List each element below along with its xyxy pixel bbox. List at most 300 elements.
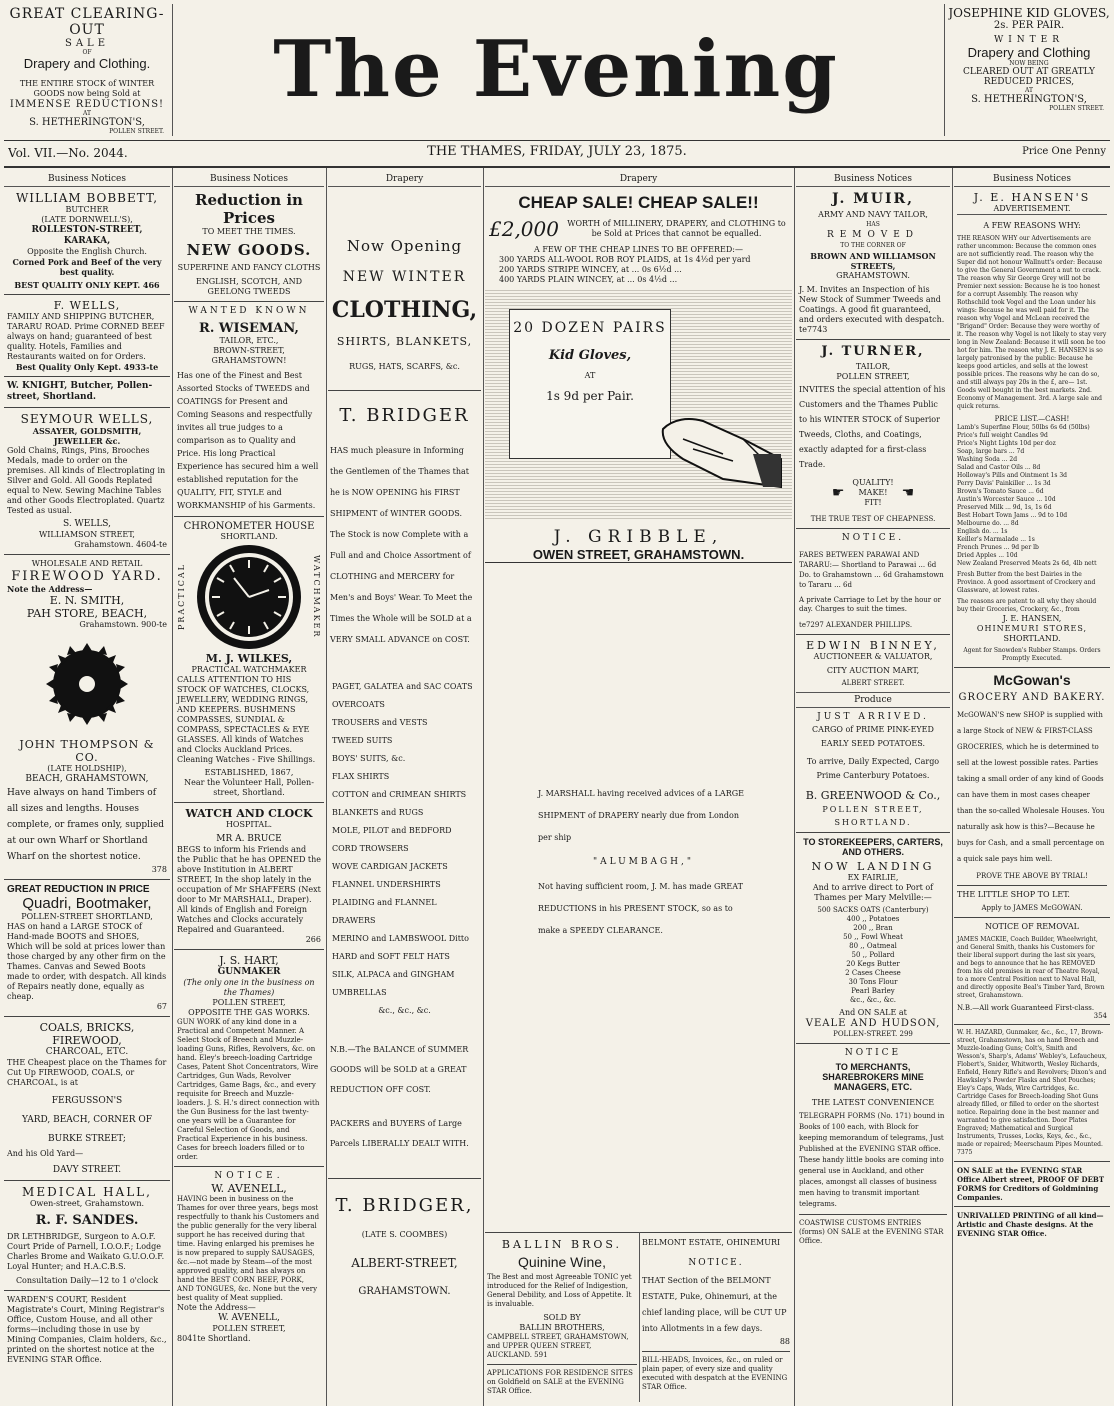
hand-icon <box>653 399 783 489</box>
turner-trade: TAILOR, <box>855 362 891 371</box>
right-ad-line8: S. HETHERINGTON'S, <box>971 94 1087 105</box>
rugs-hats: RUGS, HATS, SCARFS, &c. <box>349 362 460 371</box>
landing-item: 50 ,, Pollard <box>851 951 895 959</box>
bridger-nb: N.B.—The BALANCE of SUMMER GOODS will be SOLD at a GREAT REDUCTION OFF COST. <box>330 1045 469 1094</box>
new-goods: NEW GOODS. <box>186 241 312 259</box>
price-item: Keiller's Marmalade ... 1s <box>957 536 1035 543</box>
left-ad-line6: IMMENSE REDUCTIONS! <box>9 99 165 110</box>
quality-line2: MAKE! <box>858 488 888 497</box>
cheap-line: 400 YARDS PLAIN WINCEY, at ... 0s 4½d ... <box>499 275 678 284</box>
cargo: CARGO of PRIME PINK-EYED EARLY SEED POTATOES. <box>812 725 934 748</box>
section-header: Drapery <box>328 172 481 187</box>
right-ad-line7: AT <box>1024 87 1033 94</box>
gloves-illustration <box>485 289 792 521</box>
left-ad-line9: POLLEN STREET. <box>109 128 164 135</box>
section-header: Business Notices <box>954 172 1110 187</box>
telegraph-body: TELEGRAPH FORMS (No. 171) bound in Books of 100 each, with Block for keeping memorandum of telegrams, Just Published at the EVENING STAR office. These handy little books are coming into general use in Auckland, and other places, amongst all classes of business men having to transmit important telegrams. <box>799 1112 945 1208</box>
mcgowan-sub: GROCERY AND BAKERY. <box>958 692 1106 703</box>
column-6 <box>954 172 1110 1402</box>
landing-ex: EX FAIRLIE, <box>847 873 899 882</box>
bridger-item: OVERCOATS <box>332 700 385 709</box>
hansen-name: J. E. HANSEN'S <box>973 191 1091 204</box>
card-line3: AT <box>584 371 596 380</box>
price-item: Salad and Castor Oils ... 8d <box>957 464 1041 471</box>
wilkes-body: CALLS ATTENTION TO HIS STOCK OF WATCHES, CLOCKS, JEWELLERY, WEDDING RINGS, AND KEEPERS. BUSHMENS COMPASSES, SUNDIAL & COMPASS, SPECTACLES & EYE GLASSES. All kinds of Watches and Clocks Auckland Prices. Cleaning Watches - Five Shillings. <box>177 675 316 764</box>
muir-has: HAS <box>866 221 880 228</box>
right-ad-line2: 2s. PER PAIR. <box>993 20 1065 31</box>
landing-item: 2 Cases Cheese <box>845 969 901 977</box>
ad-fares <box>799 533 947 630</box>
landing-item: 50 ,, Fowl Wheat <box>843 933 903 941</box>
wells-name: F. WELLS, <box>53 299 121 312</box>
bridger-name: T. BRIDGER <box>339 405 470 426</box>
hart-addr: POLLEN STREET, <box>212 998 286 1007</box>
price-item: French Prunes ... 9d per lb <box>957 544 1039 551</box>
avenell-notice: NOTICE. <box>214 1171 284 1181</box>
quadri-name: Quadri, Bootmaker, <box>22 895 152 912</box>
warden-body: WARDEN'S COURT, Resident Magistrate's Court, Mining Registrar's Office, Custom House, and all other forms—including those in use by Mining Companies, Claim holders, &c., printed on the shortest notice at the EVENING STAR Office. <box>7 1295 167 1364</box>
price-item: Lamb's Superfine Flour, 50lbs 6s 6d (50lbs) <box>957 424 1090 431</box>
greenwood-town: SHORTLAND. <box>834 818 912 827</box>
ad-quadri <box>7 884 167 1012</box>
left-ad-line5: THE ENTIRE STOCK of WINTER GOODS now being Sold at <box>19 79 155 98</box>
veale-addr: POLLEN-STREET. 299 <box>833 1030 913 1038</box>
column-1 <box>4 172 170 1402</box>
swells-body: Gold Chains, Rings, Pins, Brooches Medals, made to order on the premises. All kinds of Electroplating in Silver and Gold. All Goods Replated equal to New. Sewing Machine Tables and other Goods Electroplated. Quartz Tested as usual. <box>7 446 166 515</box>
left-ad-line2: SALE <box>64 38 109 49</box>
reasons-head: A FEW REASONS WHY: <box>983 221 1081 230</box>
price-item: Austin's Worcester Sauce ... 10d <box>957 496 1056 503</box>
mackie-body: JAMES MACKIE, Coach Builder, Wheelwright, and General Smith, thanks his Customers for their liberal support during the last six years, and begs to announce that he has REMOVED from his old premises in rear of Theatre Royal, to a more Central Position next to Naval Hall, and directly opposite Beal's Timber Yard, Brown street, Grahamstown. <box>957 936 1105 999</box>
mcgowan-body: McGOWAN'S new SHOP is supplied with a large Stock of NEW & FIRST-CLASS GROCERIES, which he is determined to sell at the lowest possible rates. Parties taking a small order of any kind of Goods can have them in most cases cheaper than the so-called Wholesale Houses. You naturally ask how is this?—Because he buys for Cash, and a small percentage on a quick sale pays him well. <box>957 711 1105 863</box>
mcgowan-title: McGowan's <box>993 672 1071 688</box>
new-goods-line2: ENGLISH, SCOTCH, AND GEELONG TWEEDS <box>195 277 303 296</box>
avenell-sig: W. AVENELL, <box>218 1313 280 1323</box>
quadri-head: GREAT REDUCTION IN PRICE <box>7 884 150 895</box>
medical-title: MEDICAL HALL, <box>22 1185 152 1199</box>
chron-left-label: PRACTICAL <box>177 563 186 631</box>
right-ad-line6: CLEARED OUT AT GREATLY REDUCED PRICES, <box>963 67 1095 87</box>
bobbett-body: Corned Pork and Beef of the very best quality. <box>12 257 162 277</box>
wilkes-trade: PRACTICAL WATCHMAKER <box>191 665 307 674</box>
cheap-sale: CHEAP SALE! CHEAP SALE!! <box>518 193 759 212</box>
medical-hours: Consultation Daily—12 to 1 o'clock <box>15 1276 159 1285</box>
coals-street: BURKE STREET; <box>48 1134 126 1144</box>
wiseman-trade: TAILOR, ETC., <box>219 336 279 345</box>
dateline: THE THAMES, FRIDAY, JULY 23, 1875. <box>427 144 687 159</box>
wilkes-near: Near the Volunteer Hall, Pollen-street, Shortland. <box>184 778 314 797</box>
card-line1: 20 DOZEN PAIRS <box>513 320 667 336</box>
hand-left-icon: ☛ <box>831 485 845 501</box>
price-item: Best Hobart Town Jams ... 9d to 10d <box>957 512 1068 519</box>
just-arrived: JUST ARRIVED. <box>817 712 929 722</box>
avenell-name: W. AVENELL, <box>211 1182 287 1195</box>
reduction-sub: TO MEET THE TIMES. <box>202 227 296 236</box>
landing-item: &c., &c., &c. <box>849 996 897 1004</box>
patent-note: The reasons are patent to all why they should buy their Groceries, Crockery, &c., from <box>957 598 1097 613</box>
ad-marshall <box>488 783 789 942</box>
now-opening: Now Opening <box>346 237 463 255</box>
dateline-bar <box>8 144 1106 162</box>
left-ad-line7: AT <box>82 110 91 117</box>
chron-title: CHRONOMETER HOUSE <box>183 521 315 532</box>
shop-let: THE LITTLE SHOP TO LET. <box>957 890 1070 899</box>
price-item: Price's full weight Candles 9d <box>957 432 1048 439</box>
bridger-item: FLANNEL UNDERSHIRTS <box>332 880 441 889</box>
coals-davy: DAVY STREET. <box>52 1165 122 1175</box>
right-ad-line1: JOSEPHINE KID GLOVES, <box>948 6 1110 20</box>
muir-town: GRAHAMSTOWN. <box>836 271 910 280</box>
section-header: Business Notices <box>796 172 950 187</box>
belmont-num: 88 <box>779 1337 790 1346</box>
bobbett-trade: BUTCHER <box>65 205 109 214</box>
ad-thompson <box>7 738 167 875</box>
greenwood-name: B. GREENWOOD & Co., <box>805 789 941 802</box>
price-item: Holloway's Pills and Ointment 1s 3d <box>957 472 1068 479</box>
storekeepers: TO STOREKEEPERS, CARTERS, AND OTHERS. <box>803 837 943 857</box>
coastwise: COASTWISE CUSTOMS ENTRIES (forms) ON SALE at the EVENING STAR Office. <box>799 1219 944 1245</box>
section-header: Business Notices <box>4 172 170 187</box>
onsale-body: ON SALE at the EVENING STAR Office Albert street, PROOF OF DEBT FORMS for Creditors of Goldmining Companies. <box>957 1166 1105 1202</box>
reduction-title: Reduction in Prices <box>195 191 303 227</box>
ad-greenwood <box>799 712 947 828</box>
medical-name: R. F. SANDES. <box>35 1213 139 1228</box>
quality-line1: QUALITY! <box>852 478 894 487</box>
turner-addr: POLLEN STREET, <box>836 372 910 381</box>
mackie-num: 354 <box>1093 1012 1107 1020</box>
bobbett-addr2: Opposite the English Church. <box>27 247 147 256</box>
ad-belmont <box>642 1238 790 1398</box>
marshall-body: J. MARSHALL having received advices of a LARGE SHIPMENT of DRAPERY nearly due from London per ship <box>538 789 744 842</box>
landing-body: And to arrive direct to Port of Thames per Mary Melville:— <box>812 883 934 902</box>
watch-title: WATCH AND CLOCK <box>185 807 313 820</box>
telegraph-notice: NOTICE <box>844 1048 902 1058</box>
coals-body: THE Cheapest place on the Thames for Cut Up FIREWOOD, COALS, or CHARCOAL, is at <box>7 1058 167 1087</box>
wilkes-name: M. J. WILKES, <box>205 652 293 665</box>
coals-title: COALS, BRICKS, FIREWOOD, <box>39 1021 135 1047</box>
firewood-head: WHOLESALE AND RETAIL <box>31 559 143 568</box>
column-2 <box>174 172 324 1402</box>
bridger-items <box>328 678 481 1020</box>
muir-corner: BROWN AND WILLIAMSON STREETS, <box>810 251 936 271</box>
coals-name: FERGUSSON'S <box>51 1096 123 1106</box>
gloves-card <box>509 309 671 459</box>
cheap-line: 300 YARDS ALL-WOOL ROB ROY PLAIDS, at 1s 4½d per yard <box>499 255 751 264</box>
muir-body: J. M. Invites an Inspection of his New Stock of Summer Tweeds and Coatings. A good fit guaranteed, and orders executed with despatch. te7743 <box>799 285 945 334</box>
quality-foot: THE TRUE TEST OF CHEAPNESS. <box>810 515 936 523</box>
ad-watch-hospital <box>177 807 321 945</box>
bobbett-foot: BEST QUALITY ONLY KEPT. 466 <box>14 280 160 290</box>
price-item: New Zealand Preserved Meats 2s 6d, 4lb nett <box>957 560 1097 567</box>
wiseman-name: R. WISEMAN, <box>199 321 299 336</box>
turner-name: J. TURNER, <box>821 344 925 359</box>
mackie-nb: N.B.—All work Guaranteed First-class. <box>957 1004 1095 1012</box>
price-item: English do. ... 1s <box>957 528 1008 535</box>
hazard-body: W. H. HAZARD, Gunmaker, &c., &c., 17, Brown-street, Grahamstown, has on hand Breech and Muzzle-loading Guns; Colt's, Smith and Wesson's, Sharp's, Adams' Webley's, Lefaucheux, Flobert's, Snider, Whitworth, Wesley Richards, Enfield, Henry Rifle's and Revolvers; Dixon's and Hawksley's Powder Flasks and Shot Pouches; Eley's Caps, Wads, Wire Cartridges, &c. Cartridge Cases for Breech-loading Shot Guns already filled, or filled to order on the shortest notice. Repairing done in the best manner and warranted to give satisfaction. Door Plates Engraved; Mathematical and Surgical Instruments, Trusses, Locks, Keys, &c., &c., made or repaired; Meerschaum Pipes Mounted. 7375 <box>957 1029 1107 1156</box>
left-ad-line3: OF <box>82 49 92 56</box>
new-winter: NEW WINTER <box>342 269 467 285</box>
thompson-sub: (LATE HOLDSHIP), <box>47 764 127 773</box>
marshall-ship: "ALUMBAGH," <box>592 857 695 867</box>
fares-notice: NOTICE. <box>841 533 905 543</box>
apply: Apply to JAMES McGOWAN. <box>981 904 1083 912</box>
ad-ballin <box>487 1238 637 1398</box>
wiseman-addr: BROWN-STREET, GRAHAMSTOWN! <box>211 346 287 365</box>
unrivalled-body: UNRIVALLED PRINTING of all kind—Artistic and Chaste designs. At the EVENING STAR Office. <box>957 1211 1104 1238</box>
column-3 <box>328 172 481 1402</box>
bruce-name: MR A. BRUCE <box>216 834 282 844</box>
price: Price One Penny <box>1022 146 1106 157</box>
bridger-town: GRAHAMSTOWN. <box>358 1286 451 1297</box>
billheads: BILL-HEADS, Invoices, &c., on ruled or plain paper, of every size and quality executed with despatch at the EVENING STAR Office. <box>642 1356 788 1391</box>
thompson-addr: BEACH, GRAHAMSTOWN, <box>25 774 149 784</box>
bobbett-sub: (LATE DORNWELL'S), <box>41 215 133 224</box>
firewood-town: Grahamstown. 900-te <box>79 620 167 629</box>
thompson-name: JOHN THOMPSON & CO. <box>19 738 155 764</box>
arrive-body: To arrive, Daily Expected, Cargo Prime Canterbury Potatoes. <box>806 757 940 780</box>
removal-head: NOTICE OF REMOVAL <box>984 922 1079 931</box>
masthead-title <box>176 20 936 120</box>
butter-note: Fresh Butter from the best Dairies in the Province. A good assortment of Crockery and Glassware, at lowest rates. <box>957 571 1096 594</box>
newspaper-title: The Evening <box>273 24 839 115</box>
thompson-body: Have always on hand Timbers of all sizes and lengths. Houses complete, or frames only, supplied at our own Wharf or Shortland Wharf on the shortest notice. <box>7 788 165 862</box>
muir-to: TO THE CORNER OF <box>840 242 906 249</box>
bridger-albert: ALBERT-STREET, <box>351 1256 458 1270</box>
hansen-sig: J. E. HANSEN, <box>1002 614 1062 623</box>
landing-item: 500 SACKS OATS (Canterbury) <box>817 906 929 914</box>
ad-hansen <box>957 191 1107 663</box>
thompson-num: 378 <box>151 865 167 874</box>
quality-line3: FIT! <box>864 498 882 507</box>
fares-sig: te7297 ALEXANDER PHILLIPS. <box>799 621 913 629</box>
merchants: TO MERCHANTS, SHAREBROKERS MINE MANAGERS, ETC. <box>822 1062 924 1092</box>
ad-hart <box>177 954 321 1162</box>
hansen-town: SHORTLAND. <box>1003 634 1061 643</box>
knight-text: W. KNIGHT, Butcher, Pollen-street, Shortland. <box>7 381 153 402</box>
ad-mcgowan <box>957 672 1107 913</box>
ad-wiseman <box>177 306 321 512</box>
coals-sub: CHARCOAL, ETC. <box>45 1047 129 1057</box>
price-item: Washing Soda ... 2d <box>957 456 1018 463</box>
marshall-body-2: Not having sufficient room, J. M. has made GREAT REDUCTIONS in his PRESENT STOCK, so as to make a SPEEDY CLEARANCE. <box>538 882 743 935</box>
gribble-name: J. GRIBBLE, <box>553 527 724 547</box>
bridger-late: (LATE S. COOMBES) <box>361 1230 448 1239</box>
new-goods-line1: SUPERFINE AND FANCY CLOTHS <box>177 263 321 272</box>
ad-unrivalled <box>957 1211 1107 1238</box>
hart-body: GUN WORK of any kind done in a Practical and Competent Manner. A Select Stock of Breech and Muzzle-loading Guns, Rifles, Revolvers, &c. on hand. Eley's breech-loading Cartridge Cases, Patent Shot Concentrators, Wire Cartridges, Gun Wads, Revolver Cartridges, Game Bags, &c., and every requisite for Breech and Muzzle-loaders. J. S. H.'s direct connection with the Gun Business for the last twenty-one years will be a Guarantee for Careful Selection of Goods, and Practical Experience in his business. Cases for breech loaders filled or to order. <box>177 1018 320 1161</box>
avenell-foot: 8041te Shortland. <box>177 1334 251 1343</box>
muir-removed: REMOVED <box>826 230 920 240</box>
coals-old: And his Old Yard— <box>7 1149 84 1158</box>
card-line4: 1s 9d per Pair. <box>546 389 634 403</box>
section-header: Business Notices <box>174 172 324 187</box>
right-ad-line4: Drapery and Clothing <box>967 45 1091 60</box>
bridger-item: WOVE CARDIGAN JACKETS <box>332 862 448 871</box>
fares-carriage: A private Carriage to Let by the hour or day. Charges to suit the times. <box>799 596 941 613</box>
bridger-item: FLAX SHIRTS <box>332 772 390 781</box>
ad-mackie <box>957 922 1107 1020</box>
veale-name: VEALE AND HUDSON, <box>805 1018 941 1029</box>
wells-body: FAMILY AND SHIPPING BUTCHER, TARARU ROAD. Prime CORNED BEEF always on hand; guaranteed of best quality. Hotels, Families and Restaurants waited on for Orders. <box>7 312 165 361</box>
hansen-ad: ADVERTISEMENT. <box>957 204 1107 215</box>
avenell-note: Note the Address— <box>177 1303 256 1312</box>
hansen-agent: Agent for Snowden's Rubber Stamps. Orders Promptly Executed. <box>963 647 1101 662</box>
belmont-body: THAT Section of the BELMONT ESTATE, Puke, Ohinemuri, at the chief landing place, will be CUT UP into Allotments in a few days. <box>642 1276 787 1333</box>
column-5 <box>796 172 950 1402</box>
firewood-store: PAH STORE, BEACH, <box>26 607 148 620</box>
firewood-name: E. N. SMITH, <box>49 594 125 607</box>
hart-name: J. S. HART, <box>219 954 279 967</box>
clothing-heading: CLOTHING, <box>331 297 478 323</box>
ballin-body: The Best and most Agreeable TONIC yet introduced for the Relief of Indigestion, General Debility, and Loss of Appetite. It is invaluable. <box>487 1273 632 1308</box>
bridger-item: COTTON and CRIMEAN SHIRTS <box>332 790 467 799</box>
card-line2: Kid Gloves, <box>548 348 632 363</box>
bridger-item: BOYS' SUITS, &c. <box>332 754 406 763</box>
avenell-addr: POLLEN STREET, <box>212 1324 286 1333</box>
wells-foot: Best Quality Only Kept. 4933-te <box>15 362 159 372</box>
bridger-item: MERINO and LAMBSWOOL Ditto <box>332 934 469 943</box>
price-item: Soap, large bars ... 7d <box>957 448 1025 455</box>
ballin-firm: BALLIN BROTHERS, <box>519 1323 605 1332</box>
hansen-stores: OHINEMURI STORES, <box>976 624 1088 633</box>
ad-muir <box>799 191 947 335</box>
wilkes-est: ESTABLISHED, 1867, <box>204 768 294 777</box>
section-header: Drapery <box>485 172 792 187</box>
hart-only: (The only one in the business on the Thames) <box>183 978 315 997</box>
price-item: Brown's Tomato Sauce ... 6d <box>957 488 1044 495</box>
quadri-body: HAS on hand a LARGE STOCK of Hand-made BOOTS and SHOES, Which will be sold at prices lower than those charged by any other firm on the Thames. Canvas and Sewed Boots made to order, with despatch. All kinds of Repairs neatly done, equally as cheap. <box>7 922 167 1001</box>
right-ad-line5: NOW BEING <box>1009 60 1049 67</box>
bobbett-addr: ROLLESTON-STREET, KARAKA, <box>31 225 143 246</box>
binney-trade: AUCTIONEER & VALUATOR, <box>813 652 933 661</box>
bridger-packers: PACKERS and BUYERS of Large Parcels LIBERALLY DEALT WITH. <box>330 1119 469 1148</box>
price-list-head: PRICE LIST.—CASH! <box>994 415 1070 423</box>
bridger-name-2: T. BRIDGER, <box>335 1195 474 1216</box>
hart-trade: GUNMAKER <box>217 967 281 977</box>
ad-veale <box>799 837 947 1039</box>
hart-opp: OPPOSITE THE GAS WORKS. <box>188 1008 310 1017</box>
firewood-addr: Note the Address— <box>7 584 93 594</box>
produce-header: Produce <box>796 692 950 708</box>
ballin-addr: CAMPBELL STREET, GRAHAMSTOWN, and UPPER QUEEN STREET, AUCKLAND. 591 <box>487 1333 629 1359</box>
bridger-item: PLAIDING and FLANNEL DRAWERS <box>332 898 437 925</box>
cheap-line: 200 YARDS STRIPE WINCEY, at ... 0s 6½d ... <box>499 265 682 274</box>
cheap-lines-head: A FEW OF THE CHEAP LINES TO BE OFFERED:— <box>534 245 743 254</box>
quadri-num: 67 <box>156 1002 167 1011</box>
landing-item: 80 ,, Oatmeal <box>849 942 897 950</box>
gribble-addr: OWEN STREET, GRAHAMSTOWN. <box>485 547 792 563</box>
ad-seymour-wells <box>7 412 167 550</box>
left-ad-line4: Drapery and Clothing. <box>23 56 151 71</box>
ad-onsale <box>957 1166 1107 1202</box>
landing-sale: And ON SALE at <box>839 1008 907 1017</box>
bridger-item: TROUSERS and VESTS <box>332 718 428 727</box>
saw-blade-illustration <box>4 634 170 734</box>
avenell-body: HAVING been in business on the Thames for over three years, begs most respectfully to thank his Customers and the public generally for the very liberal support he has received during that time. Having enlarged his premises he is now prepared to supply SAUSAGES, &c.—not made by Steam—of the most approved quality, and has always on hand the BEST CORN BEEF, PORK, AND TONGUES, &c. None but the very best quality of Meat supplied. <box>177 1195 320 1302</box>
ad-reduction <box>177 191 321 297</box>
swells-name: SEYMOUR WELLS, <box>20 412 154 426</box>
clock-face-icon <box>194 542 304 652</box>
ad-warden <box>7 1295 167 1365</box>
swells-addr: WILLIAMSON STREET, <box>39 530 135 539</box>
wiseman-body: Has one of the Finest and Best Assorted Stocks of TWEEDS and COATINGS for Present and Coming Seasons and respectfully invites all true judges to a comparison as to Quality and Price. His long Practical Experience has secured him a well established reputation for the QUALITY, FIT, STYLE and WORKMANSHIP of his Garments. <box>177 371 319 510</box>
masthead-left-ad <box>4 6 170 136</box>
applications: APPLICATIONS FOR RESIDENCE SITES on Goldfield on SALE at the EVENING STAR Office. <box>487 1369 633 1395</box>
hand-right-icon: ☚ <box>901 485 915 501</box>
landing-item: 30 Tons Flour <box>848 978 898 986</box>
ad-firewood <box>7 559 167 630</box>
ad-knight <box>7 381 167 403</box>
bridger-item: TWEED SUITS <box>332 736 393 745</box>
price-item: Price's Night Lights 10d per doz <box>957 440 1056 447</box>
masthead-right-ad <box>948 6 1110 136</box>
saw-blade-icon <box>42 639 132 729</box>
bridger-body: HAS much pleasure in Informing the Gentlemen of the Thames that he is NOW OPENING his FIRST SHIPMENT of WINTER GOODS. The Stock is now Complete with a Full and and Choice Assortment of CLOTHING and MERCERY for Men's and Boys' Wear. To Meet the Times the Whole will be SOLD at a VERY SMALL ADVANCE on COST. <box>330 446 473 644</box>
landing-item: Pearl Barley <box>851 987 895 995</box>
prove: PROVE THE ABOVE BY TRIAL! <box>976 872 1088 880</box>
ballin-name: BALLIN BROS. <box>501 1238 623 1251</box>
ad-bobbett <box>7 191 167 290</box>
coals-yard: YARD, BEACH, CORNER OF <box>21 1115 153 1125</box>
muir-name: J. MUIR, <box>831 191 915 207</box>
bridger-item: PAGET, GALATEA and SAC COATS <box>332 682 473 691</box>
bruce-body: BEGS to inform his Friends and the Public that he has OPENED the above Institution in ALBERT STREET, In the shop lately in the occupation of Mr SHAFFERS (Next door to Mr MARSHALL, Draper). All kinds of English and Foreign Watches and Clocks accurately Repaired and Guaranteed. <box>177 845 322 934</box>
medical-body: DR LETHBRIDGE, Surgeon to A.O.F. Court Pride of Parnell, I.O.O.F.; Lodge Charles Brome and Waikato G.U.O.O.F. Loyal Hunter; and H.A.C.B.S. <box>7 1232 165 1271</box>
turner-body: INVITES the special attention of his Customers and the Thames Public to his WINTER STOCK of Superior Tweeds, Cloths, and Coatings, exactly adapted for a first-class Trade. <box>799 385 946 469</box>
right-ad-line9: POLLEN STREET. <box>1049 105 1104 112</box>
bridger-item: MOLE, PILOT and BEDFORD CORD TROWSERS <box>332 826 452 853</box>
price-item: Preserved Milk ... 9d, 1s, 1s 6d <box>957 504 1052 511</box>
belmont-head: BELMONT ESTATE, OHINEMURI <box>642 1238 781 1247</box>
shirts-blankets: SHIRTS, BLANKETS, <box>336 335 473 348</box>
bobbett-name: WILLIAM BOBBETT, <box>15 191 159 205</box>
bruce-num: 266 <box>305 935 321 944</box>
binney-addr: ALBERT STREET. <box>841 679 905 687</box>
bridger-item: &c., &c., &c. <box>378 1006 431 1015</box>
muir-trade: ARMY AND NAVY TAILOR, <box>818 210 928 219</box>
ad-telegraph <box>799 1048 947 1246</box>
ad-turner <box>799 344 947 524</box>
ad-binney <box>799 639 947 688</box>
swells-sig: S. WELLS, <box>62 519 112 529</box>
landing-item: 20 Kegs Butter <box>846 960 900 968</box>
ad-wells <box>7 299 167 372</box>
reasons-body: THE REASON WHY our Advertisements are rather uncommon: Because the common ones are not sufficiently read. The reason why the Super did not honour Wallnutt's order: Because to give the General Government a nut to crack. The reason why Sir George Grey will not be Premier next session: Because he is too honest for a corrupt Assembly. The reason why Rothschild took Vogel and the Loan under his wings: Because he was well paid for it. The reason why Vogel and McLean received the "Brigand" Order: Because they were worthy of it. The reason why Vogel is not likely to stay very long in New Zealand: Because it will soon be too hot for him. The reason why J. E. HANSEN is so largely patronised by the public: Because he keeps good articles, and sells at the lowest possible prices. The reasons why he can do so, and still always pay 20s in the £, are— 1st. Goods well bought in the best markets. 2nd. Economy of Management. 3rd. A large sale and quick returns. <box>957 235 1107 410</box>
belmont-notice: NOTICE. <box>688 1258 744 1268</box>
price-item: Dried Apples ... 10d <box>957 552 1018 559</box>
landing-item: 400 ,, Potatoes <box>846 915 900 923</box>
medical-addr: Owen-street, Grahamstown. <box>29 1199 145 1208</box>
swells-town: Grahamstown. 4604-te <box>74 540 167 549</box>
fares-body: FARES BETWEEN PARAWAI AND TARARU:— Shortland to Parawai ... 6d Do. to Grahamstown ... 6d Grahamstown to Tararu ... 6d <box>799 551 944 589</box>
sale-amount-desc: WORTH of MILLINERY, DRAPERY, and CLOTHING to be Sold at Prices that cannot be equalled. <box>567 219 786 238</box>
ad-avenell <box>177 1171 321 1344</box>
telegraph-head: THE LATEST CONVENIENCE <box>811 1098 935 1107</box>
price-item: Melbourne do. ... 8d <box>957 520 1019 527</box>
left-ad-line1: GREAT CLEARING-OUT <box>9 6 165 38</box>
bridger-item: SILK, ALPACA and GINGHAM UMBRELLAS <box>332 970 455 997</box>
right-ad-line3: WINTER <box>993 35 1065 45</box>
ad-hazard <box>957 1029 1107 1157</box>
ad-coals <box>7 1021 167 1176</box>
now-landing: NOW LANDING <box>811 860 935 873</box>
bridger-item: BLANKETS and RUGS <box>332 808 424 817</box>
watch-sub: HOSPITAL. <box>225 820 273 829</box>
ballin-sold: SOLD BY <box>543 1313 581 1322</box>
quadri-addr: POLLEN-STREET SHORTLAND, <box>21 912 153 921</box>
sale-amount: £2,000 <box>489 217 559 241</box>
price-item: Perry Davis' Painkiller ... 1s 3d <box>957 480 1051 487</box>
